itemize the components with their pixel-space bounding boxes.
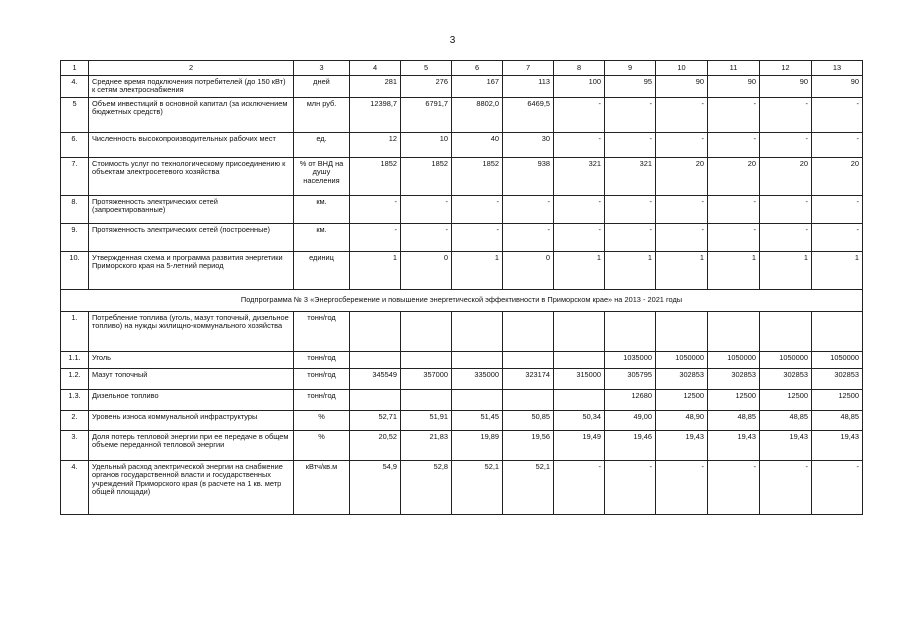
indicator-name: Протяженность электрических сетей (построенные) [89, 224, 294, 252]
value-cell: 323174 [503, 369, 554, 390]
header-row [61, 61, 863, 76]
row-number: 4. [61, 76, 89, 98]
table-row [61, 252, 863, 290]
value-cell: 1050000 [760, 352, 812, 369]
value-cell: 1 [605, 252, 656, 290]
value-cell: 52,1 [503, 461, 554, 515]
value-cell: - [656, 461, 708, 515]
value-cell: 345549 [350, 369, 401, 390]
value-cell: - [605, 133, 656, 158]
value-cell: 335000 [452, 369, 503, 390]
header-cell: 11 [708, 61, 760, 76]
value-cell: 51,91 [401, 411, 452, 431]
header-cell: 7 [503, 61, 554, 76]
value-cell: 1050000 [656, 352, 708, 369]
value-cell [452, 390, 503, 411]
value-cell [605, 312, 656, 352]
row-number: 2. [61, 411, 89, 431]
value-cell: - [503, 224, 554, 252]
unit-cell: % от ВНД на душу населения [294, 158, 350, 196]
indicator-name: Утвержденная схема и программа развития энергетики Приморского края на 5-летний период [89, 252, 294, 290]
value-cell: 1852 [350, 158, 401, 196]
value-cell: 90 [708, 76, 760, 98]
value-cell [812, 312, 863, 352]
indicator-name: Уровень износа коммунальной инфраструктуры [89, 411, 294, 431]
unit-cell: км. [294, 224, 350, 252]
value-cell: 20 [812, 158, 863, 196]
value-cell: - [760, 461, 812, 515]
value-cell: - [812, 133, 863, 158]
value-cell: 30 [503, 133, 554, 158]
unit-cell: тонн/год [294, 352, 350, 369]
value-cell: - [708, 224, 760, 252]
value-cell [401, 352, 452, 369]
value-cell: 20 [708, 158, 760, 196]
table-row [61, 224, 863, 252]
value-cell: 12500 [760, 390, 812, 411]
value-cell: 302853 [812, 369, 863, 390]
table-row [61, 98, 863, 133]
row-number: 9. [61, 224, 89, 252]
row-number: 5 [61, 98, 89, 133]
row-number: 4. [61, 461, 89, 515]
value-cell: - [452, 196, 503, 224]
value-cell: 12500 [812, 390, 863, 411]
value-cell: 357000 [401, 369, 452, 390]
value-cell: - [605, 98, 656, 133]
value-cell: 19,49 [554, 431, 605, 461]
value-cell: 281 [350, 76, 401, 98]
row-number: 7. [61, 158, 89, 196]
indicator-name: Удельный расход электрической энергии на снабжение органов государственной власти и государственных учреждений Приморского края (в расчете на 1 кв. метр общей площади) [89, 461, 294, 515]
value-cell: 52,8 [401, 461, 452, 515]
value-cell: - [656, 196, 708, 224]
value-cell: - [605, 224, 656, 252]
value-cell [452, 352, 503, 369]
value-cell: 19,43 [812, 431, 863, 461]
table-row [61, 369, 863, 390]
value-cell: 302853 [708, 369, 760, 390]
header-cell: 9 [605, 61, 656, 76]
value-cell: 48,85 [760, 411, 812, 431]
value-cell: - [656, 133, 708, 158]
value-cell: 21,83 [401, 431, 452, 461]
value-cell: 48,85 [812, 411, 863, 431]
header-cell: 4 [350, 61, 401, 76]
value-cell: - [812, 461, 863, 515]
value-cell [554, 390, 605, 411]
value-cell: 50,34 [554, 411, 605, 431]
value-cell: - [812, 196, 863, 224]
unit-cell: % [294, 411, 350, 431]
value-cell: 1852 [452, 158, 503, 196]
table-row [61, 411, 863, 431]
value-cell: 90 [812, 76, 863, 98]
value-cell: 48,85 [708, 411, 760, 431]
value-cell: - [401, 224, 452, 252]
value-cell: - [760, 98, 812, 133]
indicator-name: Потребление топлива (уголь, мазут топочный, дизельное топливо) на нужды жилищно-коммунального хозяйства [89, 312, 294, 352]
unit-cell: ед. [294, 133, 350, 158]
value-cell: 1852 [401, 158, 452, 196]
header-cell: 3 [294, 61, 350, 76]
value-cell [452, 312, 503, 352]
value-cell: 12680 [605, 390, 656, 411]
value-cell [401, 312, 452, 352]
value-cell [401, 390, 452, 411]
value-cell: 1 [812, 252, 863, 290]
row-number: 1. [61, 312, 89, 352]
value-cell [503, 352, 554, 369]
value-cell: - [708, 461, 760, 515]
value-cell: 1035000 [605, 352, 656, 369]
unit-cell: тонн/год [294, 312, 350, 352]
value-cell: - [452, 224, 503, 252]
value-cell: 20,52 [350, 431, 401, 461]
indicator-name: Уголь [89, 352, 294, 369]
value-cell [554, 352, 605, 369]
value-cell: 113 [503, 76, 554, 98]
header-cell: 12 [760, 61, 812, 76]
value-cell: - [656, 98, 708, 133]
value-cell: - [554, 461, 605, 515]
value-cell: 40 [452, 133, 503, 158]
indicator-name: Объем инвестиций в основной капитал (за исключением бюджетных средств) [89, 98, 294, 133]
unit-cell: кВтч/кв.м [294, 461, 350, 515]
value-cell: 12 [350, 133, 401, 158]
table-row [61, 76, 863, 98]
value-cell: 305795 [605, 369, 656, 390]
value-cell [554, 312, 605, 352]
value-cell: 90 [656, 76, 708, 98]
value-cell: 19,56 [503, 431, 554, 461]
indicator-name: Дизельное топливо [89, 390, 294, 411]
value-cell: - [554, 196, 605, 224]
indicator-name: Стоимость услуг по технологическому присоединению к объектам электросетевого хозяйства [89, 158, 294, 196]
value-cell: 12398,7 [350, 98, 401, 133]
value-cell: 6791,7 [401, 98, 452, 133]
value-cell: 19,89 [452, 431, 503, 461]
indicator-name: Среднее время подключения потребителей (до 150 кВт) к сетям электроснабжения [89, 76, 294, 98]
value-cell: 52,71 [350, 411, 401, 431]
table-row [61, 133, 863, 158]
value-cell [760, 312, 812, 352]
value-cell: 6469,5 [503, 98, 554, 133]
value-cell: - [760, 196, 812, 224]
value-cell [503, 390, 554, 411]
indicators-table [60, 60, 863, 515]
value-cell: - [605, 196, 656, 224]
unit-cell: тонн/год [294, 369, 350, 390]
value-cell: 1050000 [708, 352, 760, 369]
value-cell: 19,43 [760, 431, 812, 461]
value-cell: - [503, 196, 554, 224]
unit-cell: % [294, 431, 350, 461]
row-number: 1.2. [61, 369, 89, 390]
indicator-name: Протяженность электрических сетей (запроектированные) [89, 196, 294, 224]
row-number: 8. [61, 196, 89, 224]
value-cell [708, 312, 760, 352]
value-cell: 48,90 [656, 411, 708, 431]
value-cell: - [812, 224, 863, 252]
value-cell [656, 312, 708, 352]
row-number: 1.3. [61, 390, 89, 411]
unit-cell: млн руб. [294, 98, 350, 133]
table-row [61, 431, 863, 461]
value-cell: 10 [401, 133, 452, 158]
value-cell: 20 [656, 158, 708, 196]
value-cell: 0 [503, 252, 554, 290]
value-cell [503, 312, 554, 352]
value-cell: - [605, 461, 656, 515]
value-cell: 1 [554, 252, 605, 290]
header-cell: 6 [452, 61, 503, 76]
value-cell: - [554, 133, 605, 158]
value-cell: 52,1 [452, 461, 503, 515]
page-number: 3 [449, 35, 456, 46]
table-row [61, 352, 863, 369]
value-cell: 51,45 [452, 411, 503, 431]
value-cell: 19,43 [708, 431, 760, 461]
indicator-name: Доля потерь тепловой энергии при ее передаче в общем объеме переданной тепловой энергии [89, 431, 294, 461]
value-cell: 8802,0 [452, 98, 503, 133]
unit-cell: км. [294, 196, 350, 224]
value-cell: 90 [760, 76, 812, 98]
value-cell: - [401, 196, 452, 224]
value-cell: 1 [708, 252, 760, 290]
value-cell: - [708, 98, 760, 133]
value-cell: 315000 [554, 369, 605, 390]
indicator-name: Мазут топочный [89, 369, 294, 390]
value-cell: - [350, 224, 401, 252]
unit-cell: тонн/год [294, 390, 350, 411]
value-cell: 302853 [760, 369, 812, 390]
value-cell: - [812, 98, 863, 133]
table-row [61, 461, 863, 515]
value-cell: - [708, 196, 760, 224]
value-cell: 321 [554, 158, 605, 196]
value-cell: - [760, 224, 812, 252]
header-cell: 13 [812, 61, 863, 76]
row-number: 1.1. [61, 352, 89, 369]
unit-cell: единиц [294, 252, 350, 290]
unit-cell: дней [294, 76, 350, 98]
value-cell: - [708, 133, 760, 158]
value-cell: 49,00 [605, 411, 656, 431]
value-cell: 0 [401, 252, 452, 290]
header-cell: 8 [554, 61, 605, 76]
value-cell: 20 [760, 158, 812, 196]
value-cell: 19,46 [605, 431, 656, 461]
value-cell: - [554, 98, 605, 133]
value-cell [350, 352, 401, 369]
table-row [61, 390, 863, 411]
row-number: 3. [61, 431, 89, 461]
value-cell: - [656, 224, 708, 252]
value-cell: 321 [605, 158, 656, 196]
header-cell: 10 [656, 61, 708, 76]
value-cell: 938 [503, 158, 554, 196]
value-cell: 12500 [708, 390, 760, 411]
value-cell: 95 [605, 76, 656, 98]
value-cell: 19,43 [656, 431, 708, 461]
value-cell: 12500 [656, 390, 708, 411]
row-number: 6. [61, 133, 89, 158]
section-row [61, 290, 863, 312]
value-cell: 167 [452, 76, 503, 98]
header-cell: 5 [401, 61, 452, 76]
section-title: Подпрограмма № 3 «Энергосбережение и повышение энергетической эффективности в Приморском крае» на 2013 - 2021 годы [61, 290, 863, 312]
header-cell: 1 [61, 61, 89, 76]
indicator-name: Численность высокопроизводительных рабочих мест [89, 133, 294, 158]
table-row [61, 158, 863, 196]
value-cell: 54,9 [350, 461, 401, 515]
table-row [61, 196, 863, 224]
value-cell: 1 [350, 252, 401, 290]
row-number: 10. [61, 252, 89, 290]
value-cell: 302853 [656, 369, 708, 390]
value-cell: - [350, 196, 401, 224]
value-cell: 1050000 [812, 352, 863, 369]
value-cell: 276 [401, 76, 452, 98]
table-row [61, 312, 863, 352]
value-cell: 50,85 [503, 411, 554, 431]
value-cell [350, 390, 401, 411]
value-cell: 1 [760, 252, 812, 290]
value-cell [350, 312, 401, 352]
value-cell: - [760, 133, 812, 158]
value-cell: - [554, 224, 605, 252]
value-cell: 1 [452, 252, 503, 290]
value-cell: 1 [656, 252, 708, 290]
value-cell: 100 [554, 76, 605, 98]
header-cell: 2 [89, 61, 294, 76]
